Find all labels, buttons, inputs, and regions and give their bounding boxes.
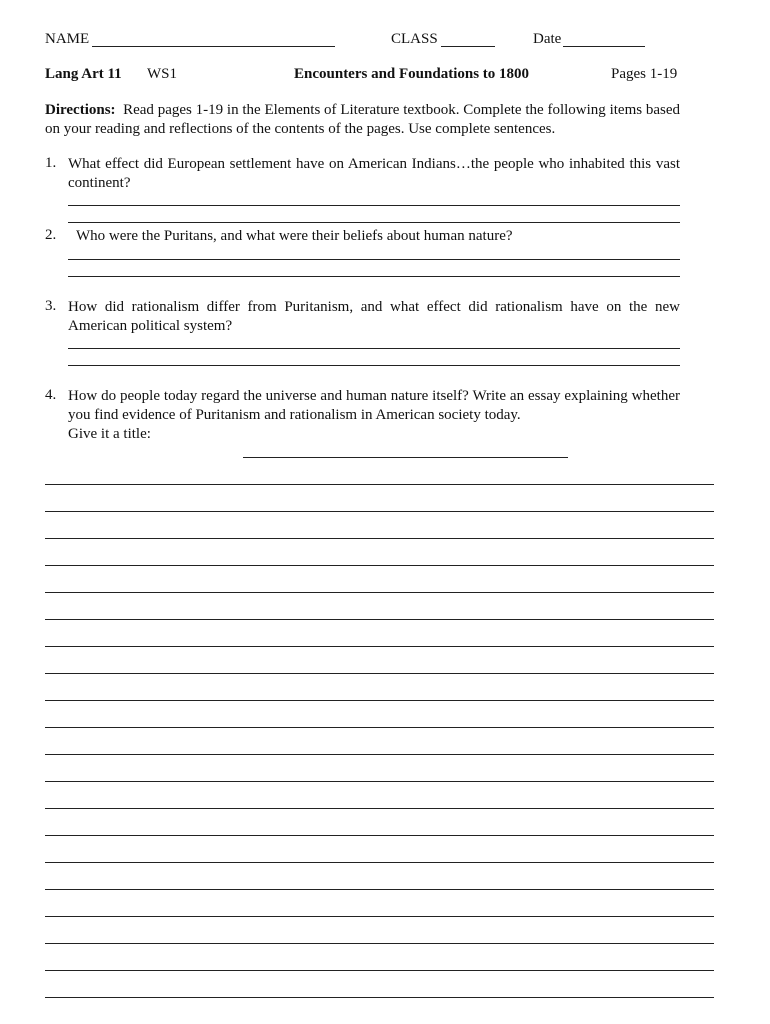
name-label: NAME: [45, 31, 90, 47]
answer-line[interactable]: [68, 222, 680, 223]
worksheet-label: WS1: [147, 66, 177, 82]
answer-line[interactable]: [68, 365, 680, 366]
pages-label: Pages 1-19: [611, 66, 678, 82]
question-1-text: What effect did European settlement have on American Indians…the people who inhabited this vast continent?: [68, 156, 680, 191]
essay-line[interactable]: [45, 565, 714, 566]
name-input-line[interactable]: [92, 46, 335, 47]
unit-title: Encounters and Foundations to 1800: [294, 66, 530, 82]
essay-line[interactable]: [45, 808, 714, 809]
essay-line[interactable]: [45, 511, 714, 512]
essay-line[interactable]: [45, 916, 714, 917]
essay-line[interactable]: [45, 862, 714, 863]
essay-line[interactable]: [45, 943, 714, 944]
directions: [45, 101, 680, 139]
essay-line[interactable]: [45, 538, 714, 539]
essay-line[interactable]: [45, 997, 714, 998]
class-label: CLASS: [391, 31, 438, 47]
answer-line[interactable]: [68, 205, 680, 206]
question-2-text: Who were the Puritans, and what were their beliefs about human nature?: [76, 228, 513, 244]
course-label: Lang Art 11: [45, 66, 122, 82]
essay-line[interactable]: [45, 781, 714, 782]
class-input-line[interactable]: [441, 46, 495, 47]
essay-line[interactable]: [45, 970, 714, 971]
question-3-number: 3.: [45, 298, 57, 314]
question-4-number: 4.: [45, 387, 57, 403]
essay-line[interactable]: [45, 889, 714, 890]
essay-line[interactable]: [45, 727, 714, 728]
directions-label: Directions:: [45, 102, 116, 118]
answer-line[interactable]: [68, 276, 680, 277]
essay-line[interactable]: [45, 619, 714, 620]
essay-title-line[interactable]: [243, 457, 568, 458]
question-3-text: How did rationalism differ from Puritanism, and what effect did rationalism have on the new American political system?: [68, 299, 680, 334]
essay-line[interactable]: [45, 835, 714, 836]
answer-line[interactable]: [68, 259, 680, 260]
essay-line[interactable]: [45, 484, 714, 485]
date-input-line[interactable]: [563, 46, 645, 47]
answer-line[interactable]: [68, 348, 680, 349]
question-4-text: How do people today regard the universe and human nature itself? Write an essay explaining whether you find evidence of Puritanism and rationalism in American society today.: [68, 388, 680, 423]
essay-line[interactable]: [45, 700, 714, 701]
question-1-number: 1.: [45, 155, 57, 171]
question-2-number: 2.: [45, 227, 57, 243]
directions-text: Read pages 1-19 in the Elements of Literature textbook. Complete the following items based on your reading and reflections of the contents of the pages. Use complete sentences.: [45, 102, 680, 137]
essay-line[interactable]: [45, 646, 714, 647]
essay-line[interactable]: [45, 673, 714, 674]
essay-line[interactable]: [45, 754, 714, 755]
essay-line[interactable]: [45, 592, 714, 593]
date-label: Date: [533, 31, 562, 47]
question-4-subtext: Give it a title:: [68, 426, 151, 442]
